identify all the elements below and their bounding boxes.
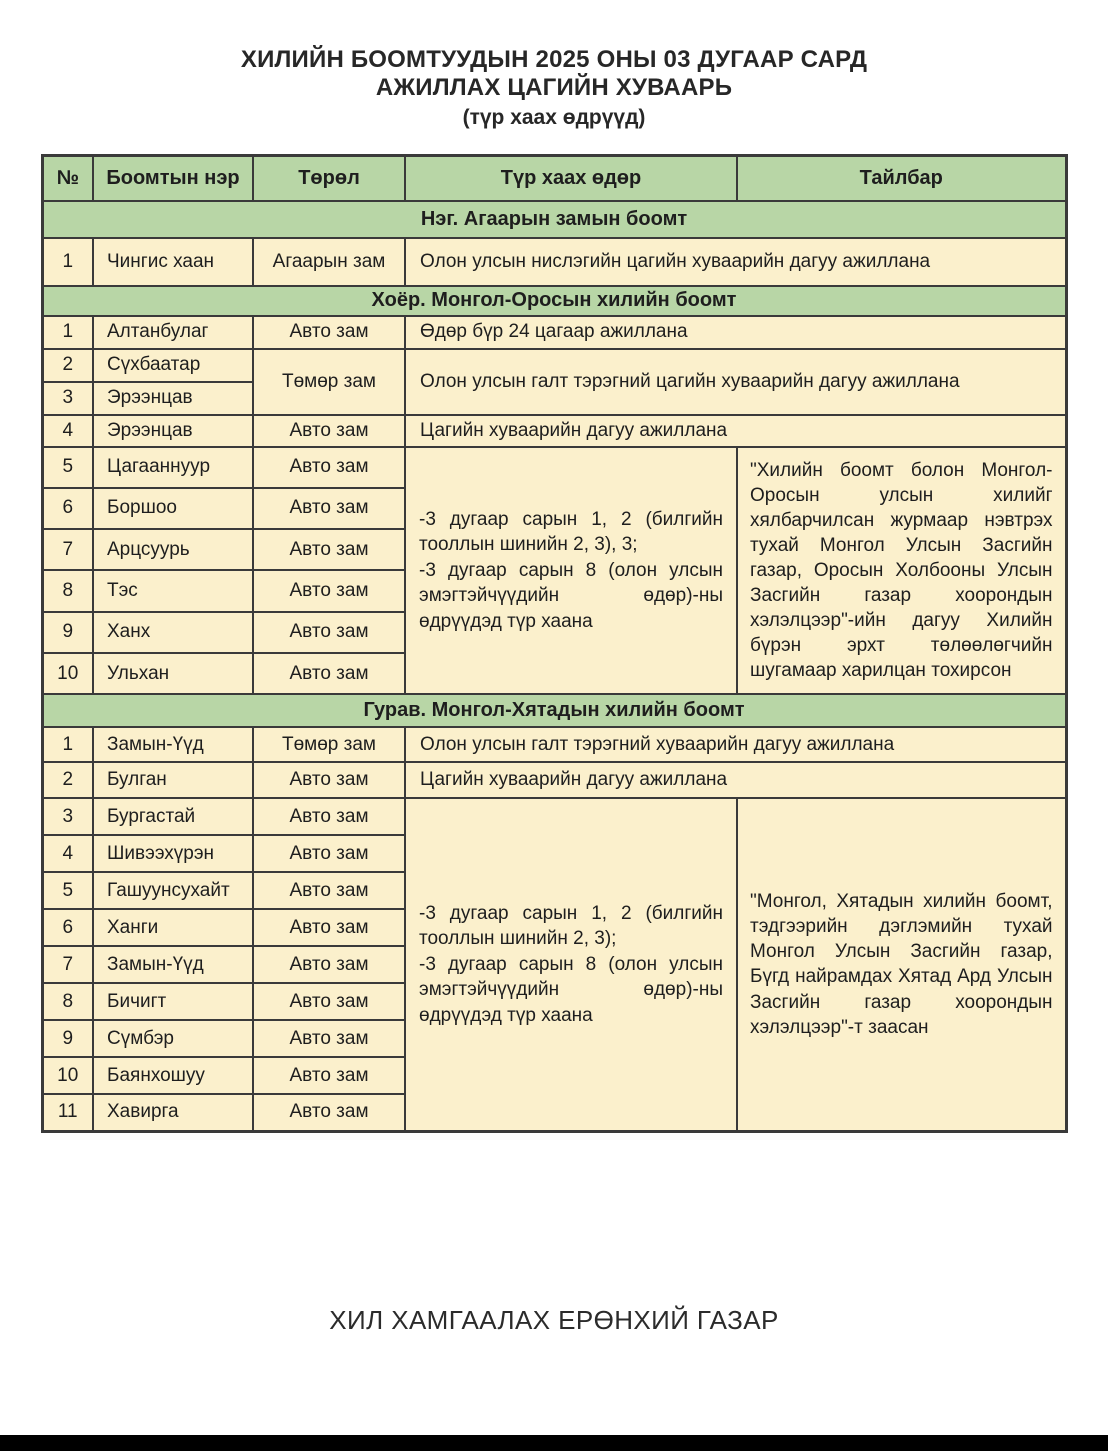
schedule-info-merged: Олон улсын галт тэрэгний цагийн хуваарийн дагуу ажиллана (405, 349, 1066, 415)
port-name: Ханги (93, 909, 253, 946)
table-row (42, 727, 1066, 762)
port-type: Авто зам (253, 316, 405, 349)
row-number: 11 (42, 1094, 93, 1131)
header-remarks: Тайлбар (737, 156, 1066, 201)
port-type: Авто зам (253, 653, 405, 694)
row-number: 7 (42, 529, 93, 570)
port-name: Ханх (93, 612, 253, 653)
port-type: Агаарын зам (253, 238, 405, 286)
row-number: 3 (42, 798, 93, 835)
remarks-merged: "Хилийн боомт болон Монгол-Оросын улсын хилийг хялбарчилсан журмаар нэвтрэх тухай Монгол Улсын Засгийн газар, Оросын Холбооны Улсын Засгийн газар хоорондын хэлэлцээр"-ийн дагуу Хилийн бүрэн эрхт төлөөлөгчийн шугамаар харилцан тохирсон (737, 447, 1066, 695)
port-type: Авто зам (253, 872, 405, 909)
port-type: Авто зам (253, 612, 405, 653)
port-name: Цагааннуур (93, 447, 253, 488)
port-name: Булган (93, 762, 253, 798)
port-name: Хавирга (93, 1094, 253, 1131)
port-name: Шивээхүрэн (93, 835, 253, 872)
section-air-header-row (42, 201, 1066, 238)
row-number: 4 (42, 835, 93, 872)
port-type: Төмөр зам (253, 727, 405, 762)
schedule-info: Цагийн хуваарийн дагуу ажиллана (405, 762, 1066, 798)
row-number: 8 (42, 983, 93, 1020)
port-name: Боршоо (93, 488, 253, 529)
schedule-info: Олон улсын галт тэрэгний хуваарийн дагуу ажиллана (405, 727, 1066, 762)
port-type: Авто зам (253, 1094, 405, 1131)
section-china-header-row (42, 694, 1066, 727)
port-type: Авто зам (253, 529, 405, 570)
header-closure-days: Түр хаах өдөр (405, 156, 737, 201)
port-type: Авто зам (253, 488, 405, 529)
port-type-merged: Төмөр зам (253, 349, 405, 415)
port-name: Гашуунсухайт (93, 872, 253, 909)
closure-line-2: -3 дугаар сарын 8 (олон улсын эмэгтэйчүүдийн өдөр)-ны өдрүүдэд түр хаана (419, 953, 723, 1026)
port-type: Авто зам (253, 447, 405, 488)
table-row (42, 349, 1066, 382)
document-title (0, 46, 1108, 131)
port-name: Сүмбэр (93, 1020, 253, 1057)
port-type: Авто зам (253, 909, 405, 946)
row-number: 5 (42, 447, 93, 488)
row-number: 2 (42, 762, 93, 798)
section-russia-header-row (42, 286, 1066, 316)
table-row (42, 316, 1066, 349)
table-row (42, 447, 1066, 488)
row-number: 9 (42, 612, 93, 653)
section-title-russia: Хоёр. Монгол-Оросын хилийн боомт (42, 286, 1066, 316)
document-subtitle: (түр хаах өдрүүд) (462, 106, 646, 129)
row-number: 4 (42, 415, 93, 447)
port-name: Замын-Үүд (93, 946, 253, 983)
port-type: Авто зам (253, 835, 405, 872)
title-line-1: ХИЛИЙН БООМТУУДЫН 2025 ОНЫ 03 ДУГААР САРД (240, 46, 868, 73)
port-name: Бичигт (93, 983, 253, 1020)
remarks-merged: "Монгол, Хятадын хилийн боомт, тэдгээрийн дэглэмийн тухай Монгол Улсын Засгийн газар, Бүгд найрамдах Хятад Ард Улсын Засгийн газар хоорондын хэлэлцээр"-т заасан (737, 798, 1066, 1131)
title-line-2: АЖИЛЛАХ ЦАГИЙН ХУВААРЬ (375, 74, 733, 101)
port-name: Эрээнцав (93, 415, 253, 447)
port-name: Бургастай (93, 798, 253, 835)
port-type: Авто зам (253, 983, 405, 1020)
row-number: 6 (42, 488, 93, 529)
header-port-name: Боомтын нэр (93, 156, 253, 201)
schedule-info: Олон улсын нислэгийн цагийн хуваарийн дагуу ажиллана (405, 238, 1066, 286)
port-type: Авто зам (253, 762, 405, 798)
row-number: 1 (42, 238, 93, 286)
closure-line-1: -3 дугаар сарын 1, 2 (билгийн тооллын шинийн 2, 3); (419, 902, 723, 950)
row-number: 7 (42, 946, 93, 983)
port-name: Тэс (93, 570, 253, 611)
table-row (42, 415, 1066, 447)
port-name: Замын-Үүд (93, 727, 253, 762)
port-name: Арцсуурь (93, 529, 253, 570)
port-type: Авто зам (253, 798, 405, 835)
closure-days-merged (405, 447, 737, 695)
row-number: 5 (42, 872, 93, 909)
port-type: Авто зам (253, 1020, 405, 1057)
closure-line-1: -3 дугаар сарын 1, 2 (билгийн тооллын шинийн 2, 3), 3; (419, 508, 723, 556)
header-type: Төрөл (253, 156, 405, 201)
table-row (42, 798, 1066, 835)
footer-organization-name: ХИЛ ХАМГААЛАХ ЕРӨНХИЙ ГАЗАР (329, 1304, 779, 1335)
row-number: 10 (42, 653, 93, 694)
table-row (42, 238, 1066, 286)
schedule-info: Цагийн хуваарийн дагуу ажиллана (405, 415, 1066, 447)
closure-line-2: -3 дугаар сарын 8 (олон улсын эмэгтэйчүүдийн өдөр)-ны өдрүүдэд түр хаана (419, 559, 723, 632)
schedule-info: Өдөр бүр 24 цагаар ажиллана (405, 316, 1066, 349)
row-number: 8 (42, 570, 93, 611)
row-number: 6 (42, 909, 93, 946)
row-number: 10 (42, 1057, 93, 1094)
border-checkpoint-schedule-table (41, 154, 1068, 1133)
bottom-black-bar (0, 1435, 1108, 1451)
port-name: Сүхбаатар (93, 349, 253, 382)
port-type: Авто зам (253, 1057, 405, 1094)
row-number: 1 (42, 316, 93, 349)
port-type: Авто зам (253, 415, 405, 447)
row-number: 3 (42, 382, 93, 415)
closure-days-merged (405, 798, 737, 1131)
section-title-china: Гурав. Монгол-Хятадын хилийн боомт (42, 694, 1066, 727)
port-name: Эрээнцав (93, 382, 253, 415)
port-name: Чингис хаан (93, 238, 253, 286)
port-name: Баянхошуу (93, 1057, 253, 1094)
port-name: Ульхан (93, 653, 253, 694)
row-number: 9 (42, 1020, 93, 1057)
port-name: Алтанбулаг (93, 316, 253, 349)
header-number: № (42, 156, 93, 201)
row-number: 1 (42, 727, 93, 762)
row-number: 2 (42, 349, 93, 382)
table-row (42, 762, 1066, 798)
table-header-row (42, 156, 1066, 201)
port-type: Авто зам (253, 570, 405, 611)
section-title-air: Нэг. Агаарын замын боомт (42, 201, 1066, 238)
port-type: Авто зам (253, 946, 405, 983)
